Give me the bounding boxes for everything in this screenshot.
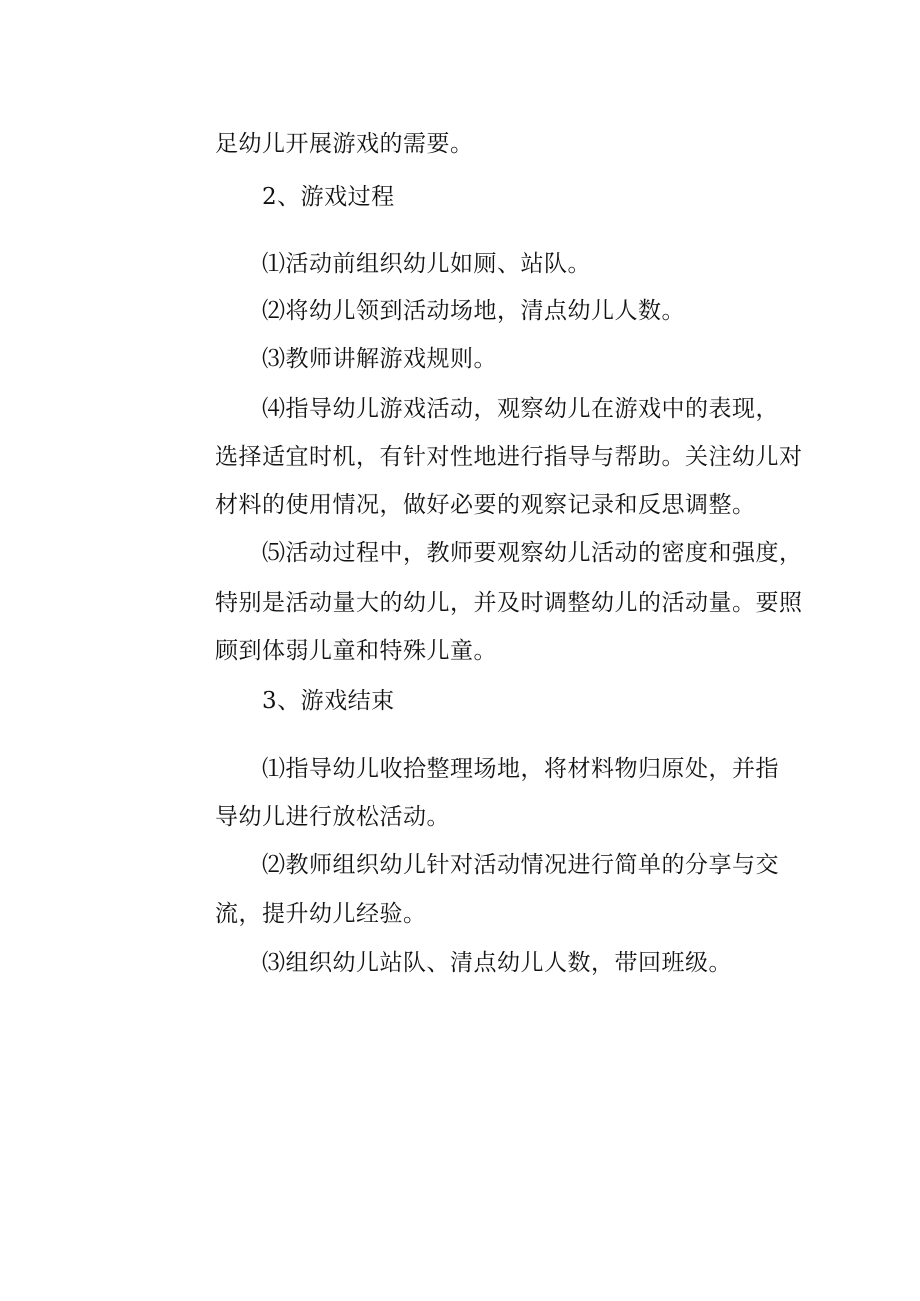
list-item-continuation: 流，提升幼儿经验。 xyxy=(215,901,427,927)
list-item: ⑷指导幼儿游戏活动，观察幼儿在游戏中的表现， xyxy=(262,396,779,422)
list-item: ⑵教师组织幼儿针对活动情况进行简单的分享与交 xyxy=(262,852,779,878)
list-item: ⑵将幼儿领到活动场地，清点幼儿人数。 xyxy=(262,298,685,324)
list-item-continuation: 材料的使用情况，做好必要的观察记录和反思调整。 xyxy=(215,492,756,518)
section-heading-game-end: 3、游戏结束 xyxy=(262,688,395,714)
list-item: ⑶教师讲解游戏规则。 xyxy=(262,346,497,372)
list-item-continuation: 顾到体弱儿童和特殊儿童。 xyxy=(215,638,497,664)
section-heading-game-process: 2、游戏过程 xyxy=(262,184,395,210)
list-item: ⑴指导幼儿收拾整理场地，将材料物归原处，并指 xyxy=(262,756,779,782)
list-item: ⑶组织幼儿站队、清点幼儿人数，带回班级。 xyxy=(262,950,732,976)
list-item-continuation: 选择适宜时机，有针对性地进行指导与帮助。关注幼儿对 xyxy=(215,444,803,470)
list-item-continuation: 导幼儿进行放松活动。 xyxy=(215,804,450,830)
paragraph-continuation: 足幼儿开展游戏的需要。 xyxy=(215,131,474,157)
list-item: ⑸活动过程中，教师要观察幼儿活动的密度和强度， xyxy=(262,540,803,566)
list-item: ⑴活动前组织幼儿如厕、站队。 xyxy=(262,251,591,277)
list-item-continuation: 特别是活动量大的幼儿，并及时调整幼儿的活动量。要照 xyxy=(215,590,803,616)
